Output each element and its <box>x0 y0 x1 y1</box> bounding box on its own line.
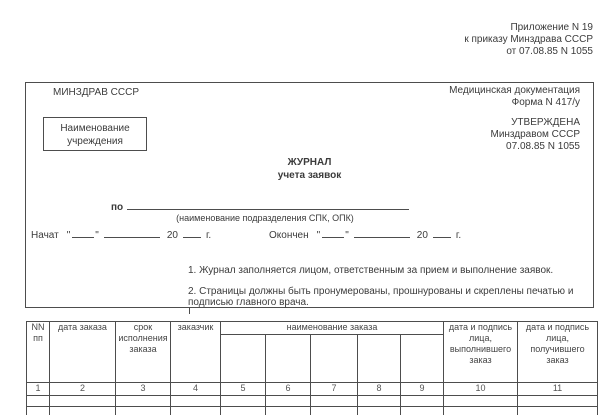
table-cell-empty <box>401 396 444 407</box>
approved-block <box>490 117 580 153</box>
note-1: 1. Журнал заполняется лицом, ответственным за прием и выполнение заявок. <box>188 265 554 276</box>
subcolumn-cell <box>358 335 401 383</box>
form-number: Форма N 417/у <box>511 97 580 108</box>
table-cell-empty <box>358 396 401 407</box>
table-cell-empty <box>358 407 401 415</box>
month-blank <box>354 227 410 238</box>
started-line <box>31 227 211 241</box>
approved-line: Минздравом СССР <box>490 129 580 140</box>
table-cell-empty <box>50 396 116 407</box>
approved-line: УТВЕРЖДЕНА <box>511 117 580 128</box>
col-header-order-name: наименование заказа <box>221 322 444 335</box>
table-cell-empty <box>27 407 50 415</box>
col-header-received-sign: дата и подпись лица, получившего заказ <box>518 322 598 383</box>
table-cell-empty <box>518 396 598 407</box>
year-prefix: 20 <box>416 230 428 241</box>
col-header-executed-sign: дата и подпись лица, выполнившего заказ <box>444 322 518 383</box>
table-cell-empty <box>221 407 266 415</box>
table-cell-empty <box>171 396 221 407</box>
table-cell-empty <box>311 407 358 415</box>
appendix-line: от 07.08.85 N 1055 <box>506 46 593 57</box>
year-prefix: 20 <box>166 230 178 241</box>
month-blank <box>104 227 160 238</box>
column-number: 3 <box>116 383 171 396</box>
column-number: 8 <box>358 383 401 396</box>
institution-line: Наименование <box>60 123 130 134</box>
table-cell-empty <box>266 407 311 415</box>
table-row-empty <box>27 396 598 407</box>
column-numbers-row <box>27 383 598 396</box>
ended-line <box>269 227 461 241</box>
year-blank <box>183 227 201 238</box>
table-cell-empty <box>311 396 358 407</box>
column-number: 5 <box>221 383 266 396</box>
appendix-line: Приложение N 19 <box>510 22 593 33</box>
subcolumn-cell <box>401 335 444 383</box>
column-number: 11 <box>518 383 598 396</box>
note-2: 2. Страницы должны быть пронумерованы, прошнурованы и скреплены печатью и подписью главного врача. <box>188 286 574 308</box>
appendix-reference <box>464 22 593 58</box>
quote-mark: " <box>95 230 99 241</box>
table-cell-empty <box>27 396 50 407</box>
department-caption: (наименование подразделения СПК, ОПК) <box>176 213 354 223</box>
quote-mark: " <box>316 230 321 241</box>
column-number: 2 <box>50 383 116 396</box>
subcolumn-cell <box>266 335 311 383</box>
department-line <box>111 199 409 213</box>
department-blank-line <box>127 199 409 210</box>
table-row-empty <box>27 407 598 415</box>
table-cell-empty <box>444 407 518 415</box>
table-cell-empty <box>116 407 171 415</box>
document-title <box>26 156 593 182</box>
year-suffix: г. <box>455 230 462 241</box>
table-cell-empty <box>518 407 598 415</box>
day-blank <box>72 227 94 238</box>
journal-table <box>26 321 598 415</box>
subcolumn-cell <box>311 335 358 383</box>
col-header-customer: заказчик <box>171 322 221 383</box>
institution-line: учреждения <box>67 136 123 147</box>
table-cell-empty <box>401 407 444 415</box>
table-cell-empty <box>116 396 171 407</box>
institution-name-box <box>43 117 147 151</box>
ended-label: Окончен <box>269 230 309 241</box>
po-label: по <box>111 202 124 213</box>
table-cell-empty <box>171 407 221 415</box>
column-number: 1 <box>27 383 50 396</box>
quote-mark: " <box>66 230 71 241</box>
year-suffix: г. <box>205 230 212 241</box>
col-header-order-date: дата заказа <box>50 322 116 383</box>
table-cell-empty <box>266 396 311 407</box>
started-label: Начат <box>31 230 59 241</box>
form-header-box <box>25 82 594 308</box>
table-cell-empty <box>221 396 266 407</box>
col-header-due-date: срок исполнения заказа <box>116 322 171 383</box>
table-cell-empty <box>50 407 116 415</box>
doc-type-block <box>449 85 580 109</box>
appendix-line: к приказу Минздрава СССР <box>464 34 593 45</box>
column-number: 10 <box>444 383 518 396</box>
subcolumn-cell <box>221 335 266 383</box>
fold-mark <box>189 308 190 314</box>
approved-line: 07.08.85 N 1055 <box>506 141 580 152</box>
table-cell-empty <box>444 396 518 407</box>
column-number: 6 <box>266 383 311 396</box>
title-subline: учета заявок <box>277 170 342 181</box>
doc-type-line: Медицинская документация <box>449 85 580 96</box>
ministry-name: МИНЗДРАВ СССР <box>53 87 140 98</box>
column-number: 9 <box>401 383 444 396</box>
day-blank <box>322 227 344 238</box>
year-blank <box>433 227 451 238</box>
title-line: ЖУРНАЛ <box>287 157 332 168</box>
column-number: 4 <box>171 383 221 396</box>
col-header-nn: NN пп <box>27 322 50 383</box>
quote-mark: " <box>345 230 349 241</box>
column-number: 7 <box>311 383 358 396</box>
